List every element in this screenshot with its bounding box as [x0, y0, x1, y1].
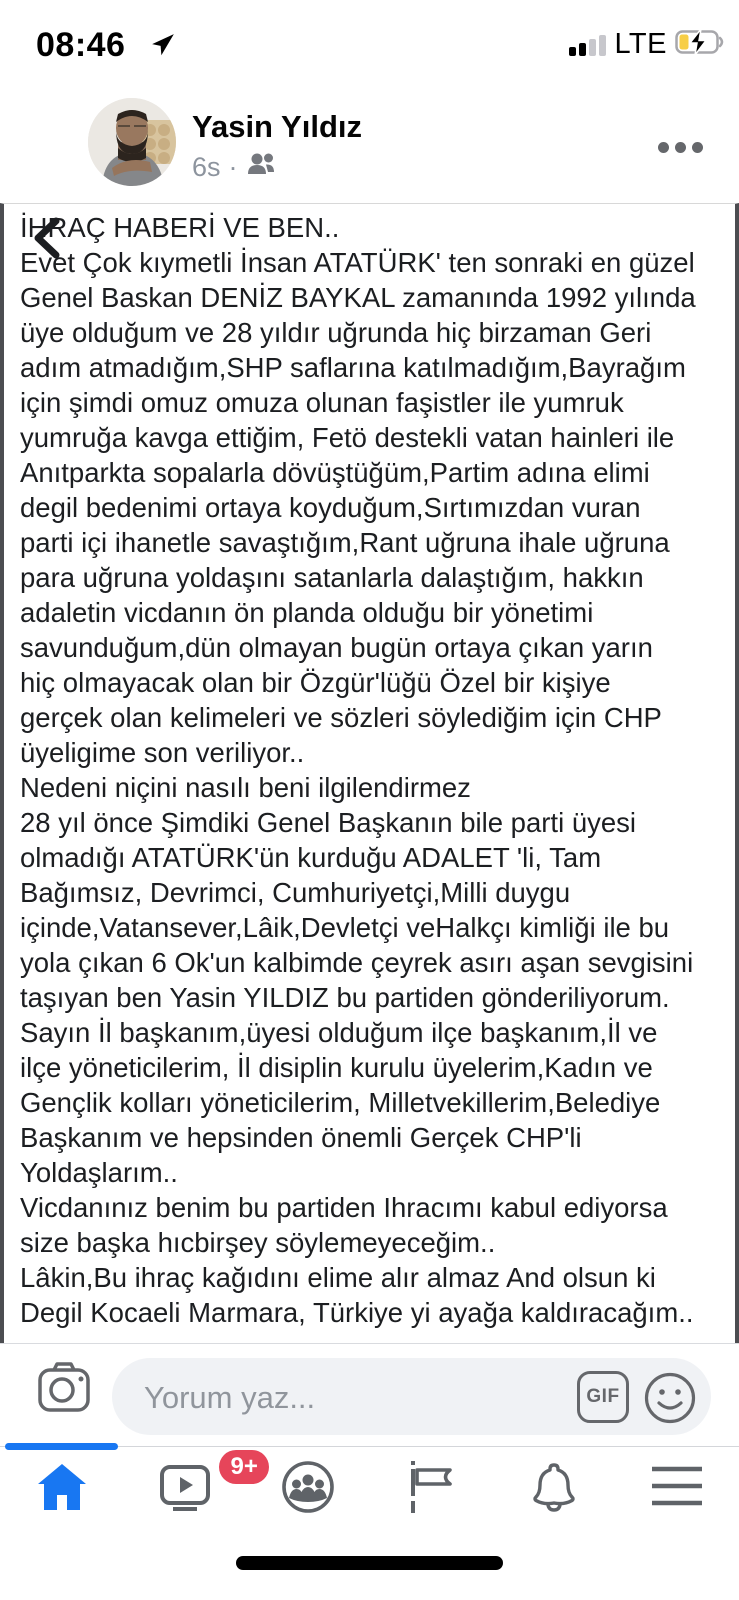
- comment-input[interactable]: [142, 1358, 566, 1437]
- home-icon: [36, 1462, 88, 1517]
- post-text-line: para uğruna yoldaşını satanlarla dalaştığım, hakkın: [20, 562, 644, 593]
- post-text-line: Degil Kocaeli Marmara, Türkiye yi ayağa kaldıracağım..: [20, 1297, 694, 1328]
- post-text: [4, 204, 735, 1330]
- post-text-line: Başkanım ve hepsinden önemli Gerçek CHP'li: [20, 1122, 582, 1153]
- post-text-line: içinde,Vatansever,Lâik,Devletçi veHalkçı kimliği ile bu: [20, 912, 670, 943]
- privacy-friends-icon: [246, 152, 276, 183]
- post-text-line: üyeligime son veriliyor..: [20, 737, 305, 768]
- post-text-line: taşıyan ben Yasin YILDIZ bu partiden gönderiliyorum.: [20, 982, 670, 1013]
- bottom-navigation: [0, 1446, 739, 1532]
- comment-bar: [0, 1343, 739, 1446]
- home-indicator-bar[interactable]: [236, 1556, 503, 1570]
- nav-tab-groups[interactable]: [246, 1447, 369, 1532]
- post-text-line: size başka hıcbirşey söylemeyeceğim..: [20, 1227, 496, 1258]
- cellular-signal-icon: [569, 30, 606, 59]
- watch-icon: [159, 1461, 211, 1518]
- post-timestamp: 6s: [192, 152, 221, 182]
- post-text-line: olmadığı ATATÜRK'ün kurduğu ADALET 'li, Tam: [20, 842, 602, 873]
- post-text-line: savunduğum,dün olmayan bugün ortaya çıkan yarın: [20, 632, 653, 663]
- post-text-line: hiç olmayacak olan bir Özgür'lüğü Özel bir kişiye: [20, 667, 611, 698]
- clock: 08:46: [36, 26, 126, 64]
- meta-separator: ·: [228, 152, 238, 182]
- post-text-line: 28 yıl önce Şimdiki Genel Başkanın bile parti üyesi: [20, 807, 637, 838]
- post-text-line: Genel Baskan DENİZ BAYKAL zamanında 1992 yılında: [20, 282, 696, 313]
- nav-tab-watch[interactable]: [123, 1447, 258, 1532]
- post-text-line: Bağımsız, Devrimci, Cumhuriyetçi,Milli duygu: [20, 877, 571, 908]
- nav-tab-menu[interactable]: [616, 1447, 739, 1532]
- post-text-line: yola çıkan 6 Ok'un kalbimde çeyrek asırı aşan sevgisini: [20, 947, 694, 978]
- watch-notification-badge: 9+: [219, 1450, 269, 1484]
- hamburger-menu-icon: [650, 1465, 704, 1514]
- post-text-line: adım atmadığım,SHP saflarına katılmadığım,Bayrağım: [20, 352, 686, 383]
- gif-button[interactable]: [577, 1371, 629, 1423]
- groups-icon: [281, 1460, 335, 1519]
- post-text-line: Yoldaşlarım..: [20, 1157, 178, 1188]
- emoji-button[interactable]: [643, 1371, 697, 1425]
- bell-icon: [527, 1459, 581, 1520]
- author-name[interactable]: Yasin Yıldız: [192, 109, 363, 144]
- active-tab-indicator: [5, 1443, 118, 1450]
- post-options-button[interactable]: [652, 136, 709, 159]
- post-text-line: İHRAÇ HABERİ VE BEN..: [20, 212, 340, 243]
- gif-label: GIF: [586, 1386, 620, 1407]
- post-text-line: için şimdi omuz omuza olunan faşistler ile yumruk: [20, 387, 624, 418]
- status-bar: [0, 18, 739, 74]
- location-services-icon: [150, 32, 176, 63]
- post-text-line: Evet Çok kıymetli İnsan ATATÜRK' ten sonraki en güzel: [20, 247, 695, 278]
- nav-tab-home[interactable]: [0, 1447, 123, 1532]
- post-text-line: Anıtparkta sopalarla dövüştüğüm,Partim adına elimi: [20, 457, 650, 488]
- post-text-line: adaletin vicdanın ön planda olduğu bir yönetimi: [20, 597, 594, 628]
- flag-icon: [406, 1460, 456, 1519]
- post-text-line: Gençlik kolları yöneticilerim, Milletvekillerim,Belediye: [20, 1087, 661, 1118]
- post-text-line: ilçe yöneticilerim, İl disiplin kurulu üyelerim,Kadın ve: [20, 1052, 653, 1083]
- nav-tab-notifications[interactable]: [493, 1447, 616, 1532]
- network-type-label: LTE: [614, 28, 667, 60]
- post-text-line: gerçek olan kelimeleri ve sözleri söylediğim için CHP: [20, 702, 662, 733]
- nav-tab-pages[interactable]: [370, 1447, 493, 1532]
- post-text-line: yumruğa kavga ettiğim, Fetö destekli vatan hainleri ile: [20, 422, 675, 453]
- battery-charging-icon: [675, 28, 727, 61]
- post-text-line: Vicdanınız benim bu partiden Ihracımı kabul ediyorsa: [20, 1192, 668, 1223]
- post-text-line: üye olduğum ve 28 yıldır uğrunda hiç birzaman Geri: [20, 317, 652, 348]
- post-text-line: Sayın İl başkanım,üyesi olduğum ilçe başkanım,İl ve: [20, 1017, 658, 1048]
- post-text-line: parti içi ihanetle savaştığım,Rant uğruna ihale uğruna: [20, 527, 670, 558]
- post-body: [0, 203, 739, 1343]
- comment-input-pill[interactable]: [112, 1358, 711, 1435]
- post-text-line: Nedeni niçini nasılı beni ilgilendirmez: [20, 772, 471, 803]
- post-text-line: degil bedenimi ortaya koyduğum,Sırtımızdan vuran: [20, 492, 641, 523]
- post-header: [0, 96, 739, 200]
- avatar[interactable]: [88, 98, 176, 186]
- camera-button[interactable]: [36, 1360, 92, 1416]
- post-text-line: Lâkin,Bu ihraç kağıdını elime alır almaz And olsun ki: [20, 1262, 656, 1293]
